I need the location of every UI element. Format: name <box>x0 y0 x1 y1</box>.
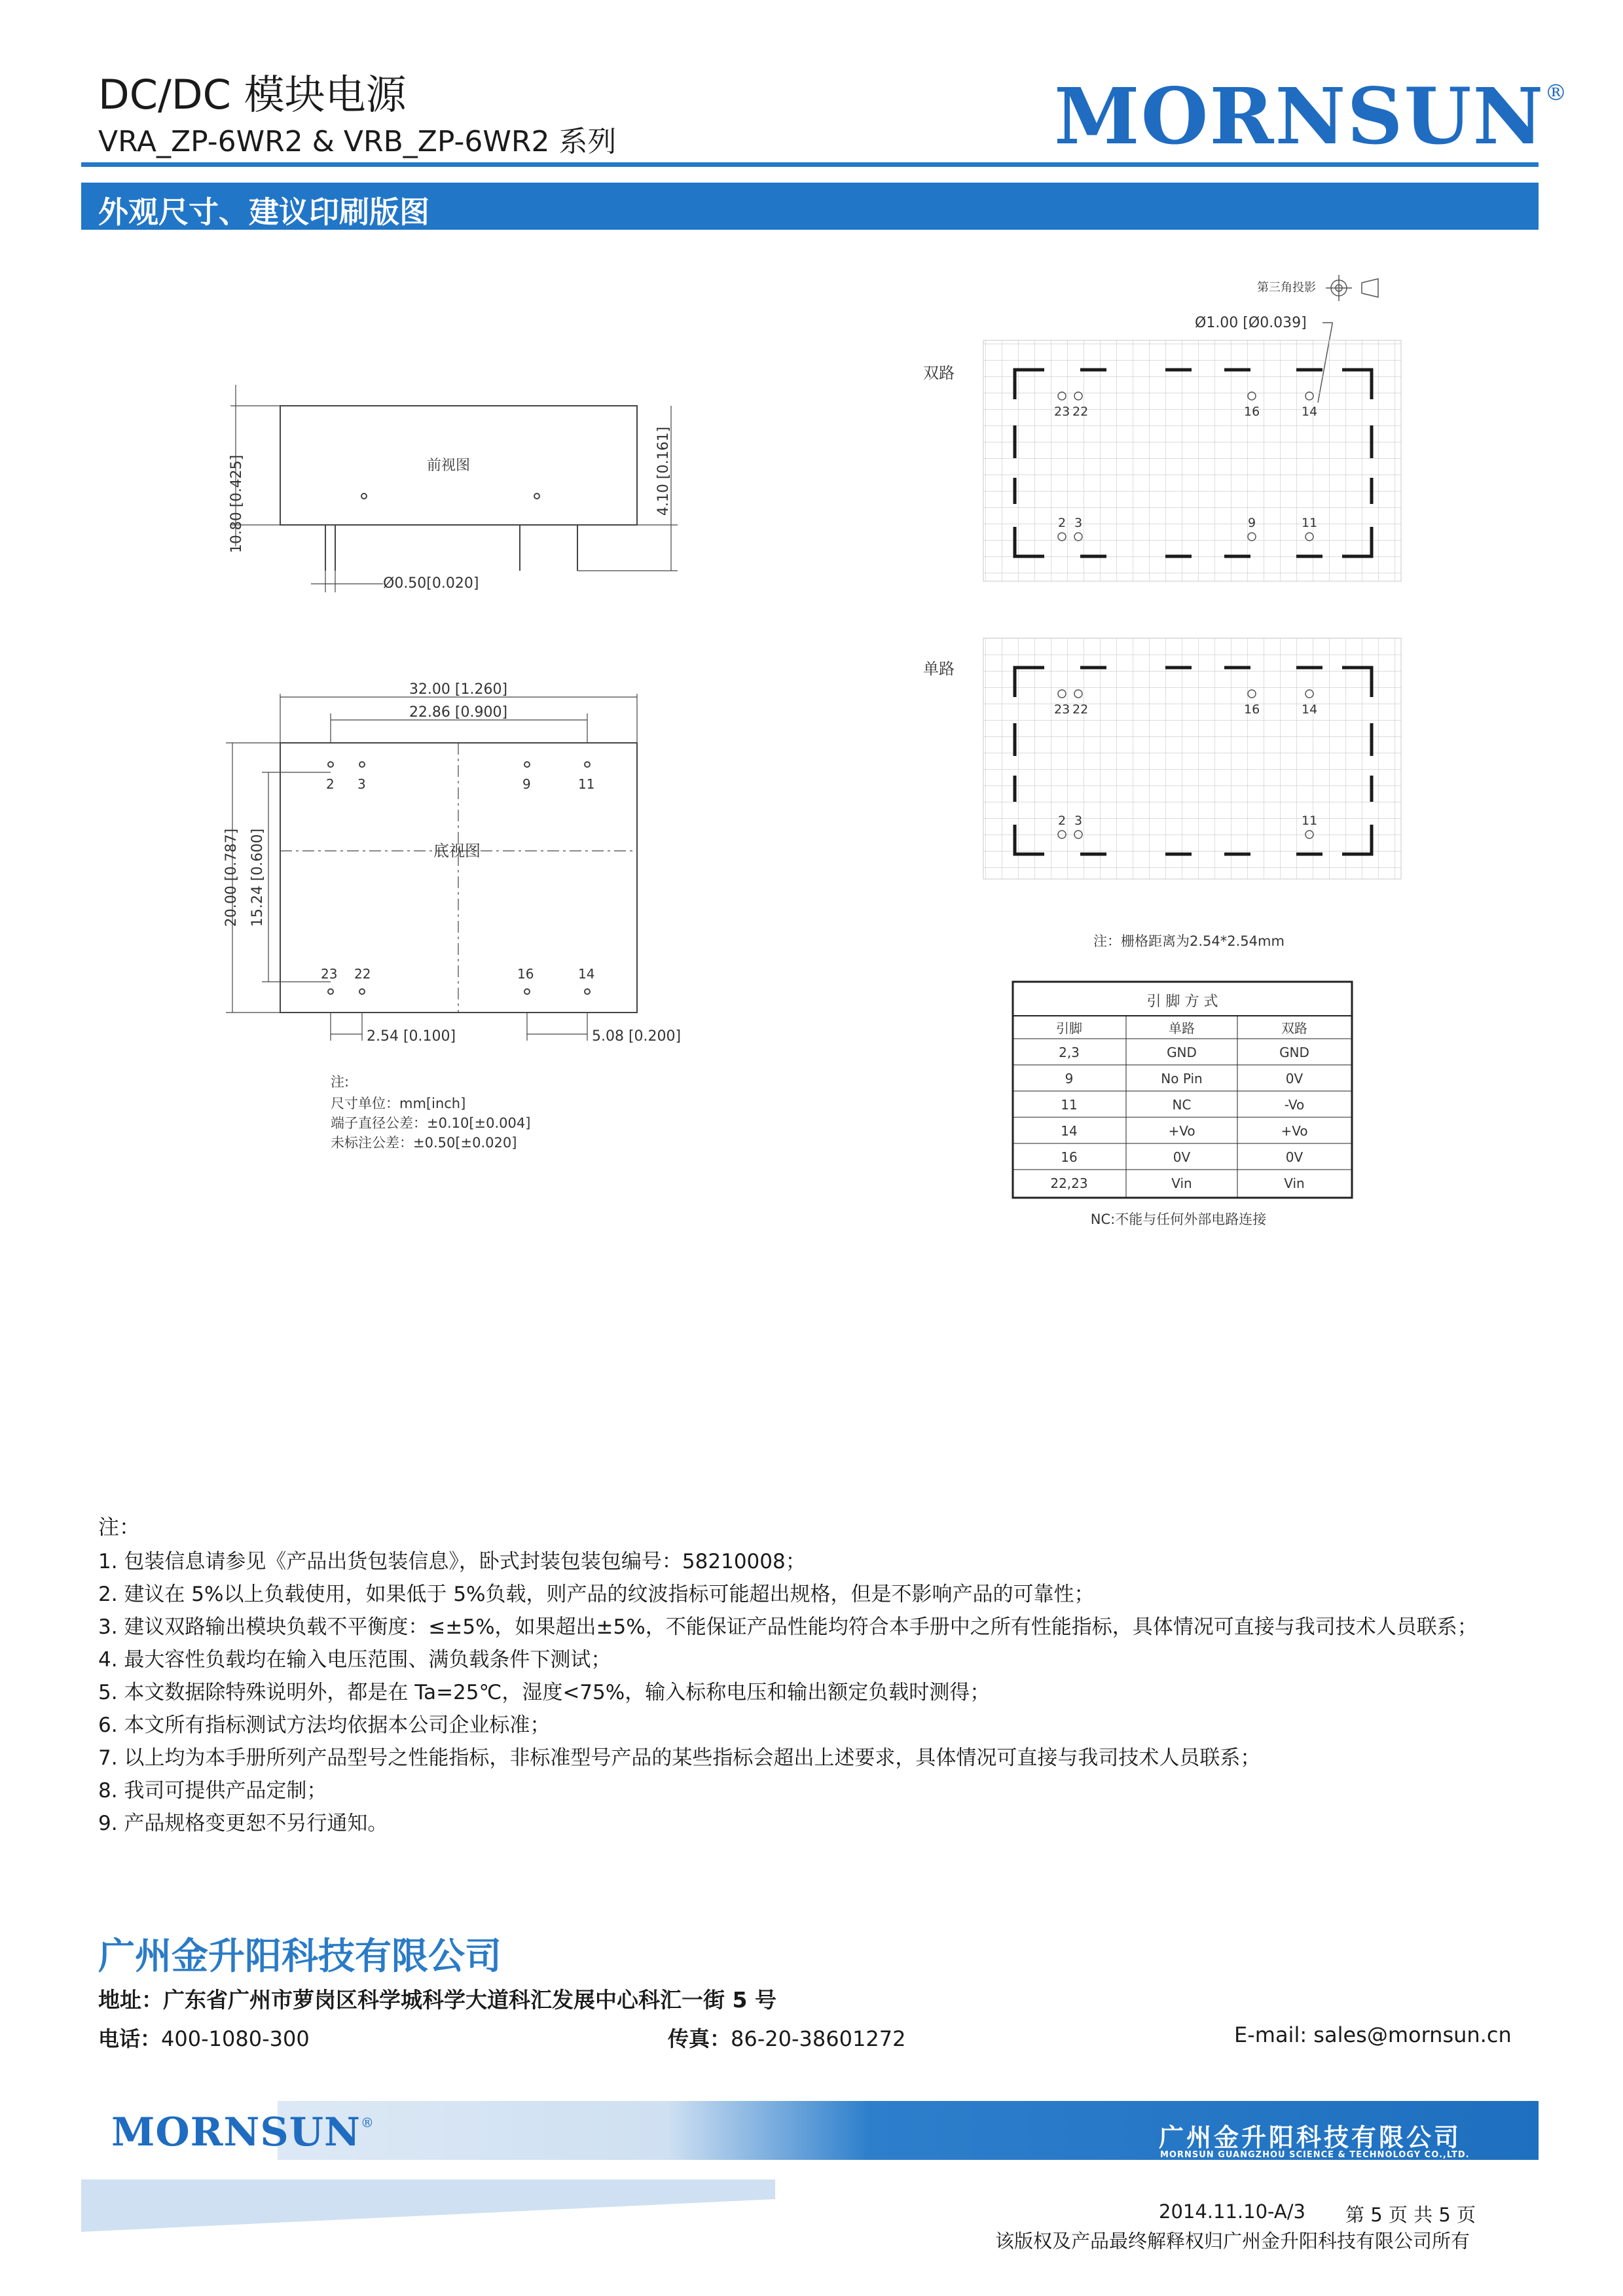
pin-label: 2 <box>1058 814 1067 828</box>
pin-table-cell: Vin <box>1171 1175 1192 1191</box>
company-address: 地址：广东省广州市萝岗区科学城科学大道科汇发展中心科汇一街 5 号 <box>98 1987 776 2013</box>
pcb-layout <box>903 262 1414 1244</box>
drawing-note: 未标注公差：±0.50[±0.020] <box>331 1135 517 1151</box>
pin-table-header: 引脚 <box>1056 1020 1082 1036</box>
note-item: 2. 建议在 5%以上负载使用，如果低于 5%负载，则产品的纹波指标可能超出规格，但是不影响产品的可靠性； <box>98 1583 1095 1606</box>
pin-table-cell: 2,3 <box>1059 1045 1080 1060</box>
note-item: 9. 产品规格变更恕不另行通知。 <box>98 1812 388 1835</box>
pin-label: 23 <box>1054 702 1070 717</box>
note-item: 1. 包装信息请参见《产品出货包装信息》，卧式封装包装包编号：58210008； <box>98 1550 806 1573</box>
pin-label: 3 <box>1074 516 1083 530</box>
pin-label: 14 <box>1302 404 1318 419</box>
doc-title: DC/DC 模块电源 <box>98 71 407 118</box>
pin-table-footnote: NC:不能与任何外部电路连接 <box>1090 1211 1267 1227</box>
pin-label: 3 <box>357 776 366 792</box>
note-item: 6. 本文所有指标测试方法均依据本公司企业标准； <box>98 1713 551 1737</box>
footer-copyright: 该版权及产品最终解释权归广州金升阳科技有限公司所有 <box>995 2230 1470 2252</box>
projection-label: 第三角投影 <box>1257 281 1316 295</box>
dim-pin-dia: Ø0.50[0.020] <box>383 575 479 592</box>
footer-logo <box>111 2109 374 2155</box>
pin-table-cell: +Vo <box>1281 1123 1308 1139</box>
pin-table-cell: NC <box>1172 1097 1192 1113</box>
pin-label: 11 <box>1302 516 1318 530</box>
projection-icon <box>1326 275 1378 301</box>
registered-mark: ® <box>1544 80 1569 106</box>
mornsun-logo <box>1054 71 1568 162</box>
pin-table-header: 双路 <box>1281 1020 1307 1036</box>
dim-pitch2: 5.08 [0.200] <box>592 1028 682 1045</box>
header-divider <box>81 162 1539 167</box>
fax-value: 86-20-38601272 <box>731 2026 906 2051</box>
pin-table-title: 引 脚 方 式 <box>1146 994 1218 1010</box>
dual-label: 双路 <box>923 364 955 382</box>
note-item: 5. 本文数据除特殊说明外，都是在 Ta=25℃，湿度<75%，输入标称电压和输出额定负载时测得； <box>98 1681 991 1704</box>
pin-table-cell: 0V <box>1173 1149 1191 1165</box>
note-item: 3. 建议双路输出模块负载不平衡度：≤±5%，如果超出±5%，不能保证产品性能均符合本手册中之所有性能指标，具体情况可直接与我司技术人员联系； <box>98 1615 1478 1639</box>
grid-note: 注：栅格距离为2.54*2.54mm <box>1093 933 1285 949</box>
dim-pin-length: 4.10 [0.161] <box>655 426 672 516</box>
pin-label: 11 <box>578 776 595 792</box>
pin-label: 23 <box>321 966 338 982</box>
pin-table-cell: GND <box>1167 1045 1197 1060</box>
dim-pin-span: 22.86 [0.900] <box>409 704 508 721</box>
bottom-view-label: 底视图 <box>433 842 481 860</box>
dim-width: 32.00 [1.260] <box>409 681 508 698</box>
pin-table-cell: GND <box>1279 1045 1309 1060</box>
footer-company-en: MORNSUN GUANGZHOU SCIENCE & TECHNOLOGY CO.,LTD. <box>1160 2150 1470 2160</box>
notes-label: 注： <box>98 1515 141 1539</box>
note-item: 7. 以上均为本手册所列产品型号之性能指标，非标准型号产品的某些指标会超出上述要求，具体情况可直接与我司技术人员联系； <box>98 1746 1261 1770</box>
pin-label: 14 <box>1302 702 1318 717</box>
drawing-note: 端子直径公差：±0.10[±0.004] <box>331 1115 531 1131</box>
footer-company-cn: 广州金升阳科技有限公司 <box>1159 2123 1462 2152</box>
fax-label: 传真： <box>668 2026 731 2051</box>
pin-label: 14 <box>578 966 595 982</box>
pin-label: 2 <box>326 776 335 792</box>
footer-registered-mark: ® <box>360 2115 374 2130</box>
footer-page: 第 5 页 共 5 页 <box>1345 2204 1476 2226</box>
pin-label: 9 <box>522 776 531 792</box>
dim-row-span: 15.24 [0.600] <box>249 828 266 927</box>
pin-label: 11 <box>1302 814 1318 828</box>
mechanical-drawing <box>196 367 720 1152</box>
pin-label: 16 <box>517 966 534 982</box>
dim-height: 10.80 [0.425] <box>228 454 245 554</box>
pin-table-cell: Vin <box>1284 1175 1305 1191</box>
pin-table-cell: 9 <box>1065 1071 1074 1086</box>
footer-logo-text: MORNSUN <box>111 2109 361 2155</box>
pin-table-cell: -Vo <box>1284 1097 1305 1113</box>
hole-dia-label: Ø1.00 [Ø0.039] <box>1195 315 1307 331</box>
drawing-notes-label: 注: <box>331 1074 350 1090</box>
phone <box>98 2022 310 2053</box>
footer-date: 2014.11.10-A/3 <box>1159 2200 1305 2223</box>
pin-label: 23 <box>1054 404 1070 419</box>
phone-label: 电话： <box>98 2026 162 2051</box>
pin-table <box>1013 982 1352 1198</box>
front-view-label: 前视图 <box>427 457 471 474</box>
doc-subtitle: VRA_ZP-6WR2 & VRB_ZP-6WR2 系列 <box>98 125 617 158</box>
pin-label: 2 <box>1058 516 1067 530</box>
pin-label: 22 <box>1072 404 1089 419</box>
pin-table-cell: 14 <box>1061 1123 1078 1139</box>
single-label: 单路 <box>923 660 955 678</box>
pin-table-cell: 22,23 <box>1050 1175 1088 1191</box>
pin-label: 3 <box>1074 814 1083 828</box>
section-title: 外观尺寸、建议印刷版图 <box>98 194 429 230</box>
note-item: 4. 最大容性负载均在输入电压范围、满负载条件下测试； <box>98 1648 611 1672</box>
pin-table-cell: 0V <box>1285 1149 1304 1165</box>
pin-table-cell: No Pin <box>1161 1071 1203 1086</box>
dual-grid <box>983 340 1401 581</box>
pin-label: 22 <box>1072 702 1089 717</box>
dim-depth: 20.00 [0.787] <box>223 828 240 927</box>
email[interactable]: E-mail: sales@mornsun.cn <box>1234 2022 1512 2047</box>
company-name: 广州金升阳科技有限公司 <box>98 1935 501 1978</box>
phone-value: 400-1080-300 <box>161 2026 310 2051</box>
pin-label: 22 <box>354 966 371 982</box>
pin-label: 16 <box>1244 702 1260 717</box>
pin-table-header: 单路 <box>1169 1020 1195 1036</box>
pin-table-cell: 0V <box>1285 1071 1304 1086</box>
drawing-note: 尺寸单位：mm[inch] <box>331 1096 466 1111</box>
pin-table-cell: 16 <box>1061 1149 1078 1165</box>
single-grid <box>983 638 1401 879</box>
dim-pitch: 2.54 [0.100] <box>367 1028 456 1045</box>
note-item: 8. 我司可提供产品定制； <box>98 1779 327 1803</box>
pin-label: 16 <box>1244 404 1260 419</box>
fax <box>668 2022 905 2053</box>
pin-label: 9 <box>1248 516 1256 530</box>
pin-table-cell: 11 <box>1061 1097 1078 1113</box>
pin-table-cell: +Vo <box>1168 1123 1195 1139</box>
logo-text: MORNSUN <box>1054 71 1545 162</box>
